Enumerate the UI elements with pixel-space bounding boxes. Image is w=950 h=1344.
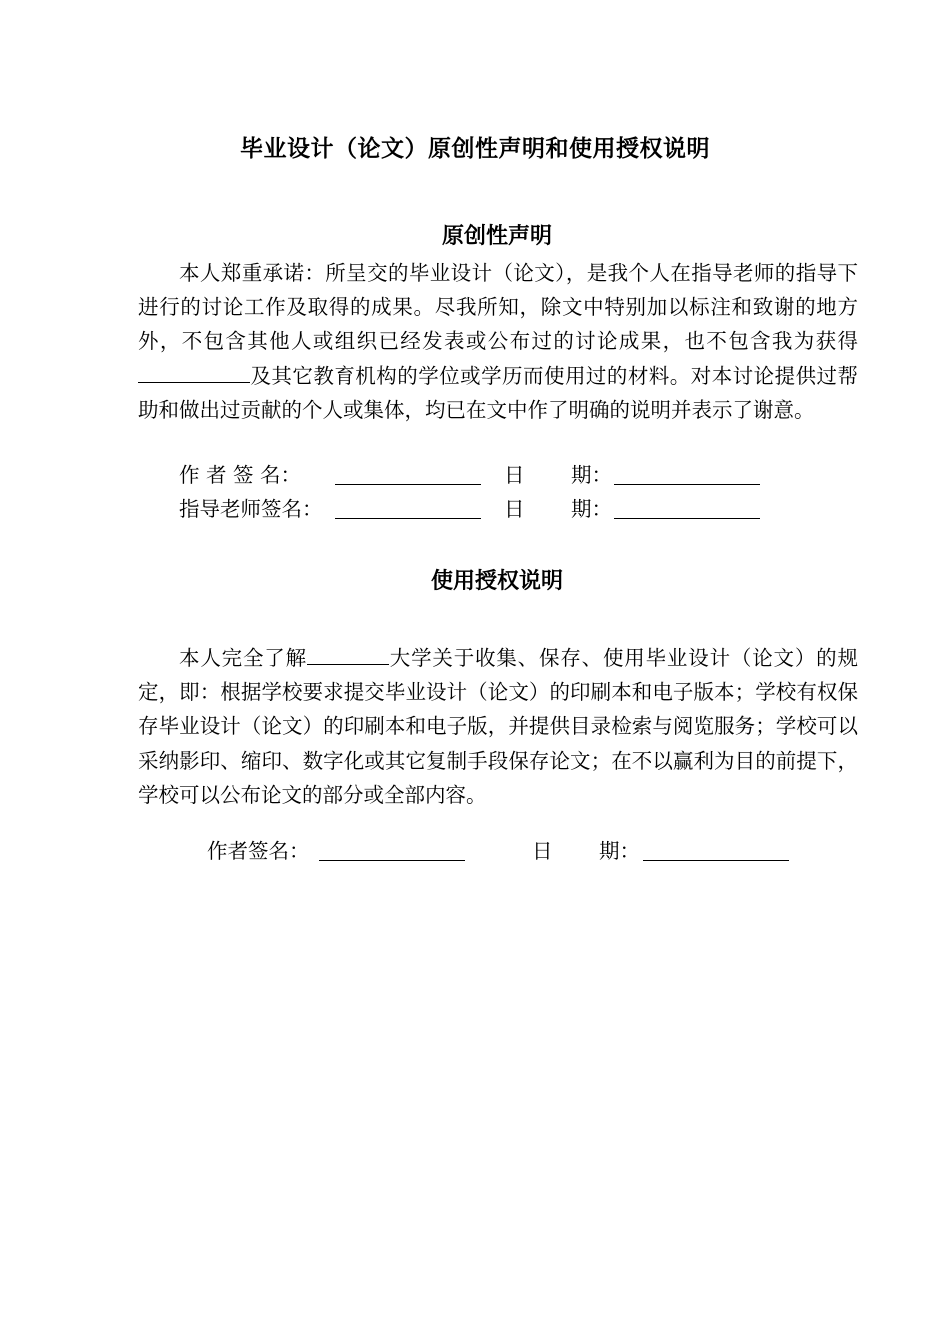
advisor-signature-line[interactable]: [335, 518, 481, 519]
authorization-signature-row: [0, 834, 950, 868]
university-name-blank[interactable]: [307, 642, 389, 665]
authorization-text-part2: 大学关于收集、保存、使用毕业设计（论文）的规定，即：根据学校要求提交毕业设计（论文）的印刷本和电子版本；学校有权保存毕业设计（论文）的印刷本和电子版，并提供目录检索与阅览服务；学校可以采纳影印、缩印、数字化或其它复制手段保存论文；在不以赢利为目的前提下，学校可以公布论文的部分或全部内容。: [138, 646, 859, 807]
advisor-date-line[interactable]: [614, 518, 760, 519]
originality-heading: 原创性声明: [441, 224, 552, 249]
author-signature-line[interactable]: [335, 484, 481, 485]
authorization-date-line[interactable]: [643, 860, 789, 861]
author-date-line[interactable]: [614, 484, 760, 485]
advisor-date-label-left: 日: [504, 497, 525, 521]
author-date-label-right: 期：: [571, 463, 612, 487]
author-date-label-left: 日: [504, 463, 525, 487]
authorization-heading: 使用授权说明: [430, 569, 563, 594]
authorization-signature-line[interactable]: [319, 860, 465, 861]
originality-text-part2: 及其它教育机构的学位或学历而使用过的材料。对本讨论提供过帮助和做出过贡献的个人或集体，均已在文中作了明确的说明并表示了谢意。: [138, 363, 858, 422]
authorization-date-label-right: 期：: [599, 839, 640, 863]
advisor-signature-row: [0, 492, 950, 526]
originality-paragraph: [138, 256, 858, 427]
advisor-date-label-right: 期：: [571, 497, 612, 521]
authorization-paragraph: [138, 641, 858, 812]
authorization-signature-label: 作者签名：: [207, 839, 310, 863]
advisor-signature-label: 指导老师签名：: [179, 497, 323, 521]
author-signature-row: [0, 458, 950, 492]
originality-text-part1: 本人郑重承诺：所呈交的毕业设计（论文），是我个人在指导老师的指导下进行的讨论工作及取得的成果。尽我所知，除文中特别加以标注和致谢的地方外，不包含其他人或组织已经发表或公布过的讨论成果，也不包含我为获得: [138, 261, 858, 354]
degree-institution-blank[interactable]: [138, 360, 250, 383]
author-signature-label: 作 者 签 名：: [179, 463, 302, 487]
authorization-text-part1: 本人完全了解: [179, 646, 307, 670]
page-title: 毕业设计（论文）原创性声明和使用授权说明: [240, 136, 710, 162]
authorization-date-label-left: 日: [532, 839, 553, 863]
